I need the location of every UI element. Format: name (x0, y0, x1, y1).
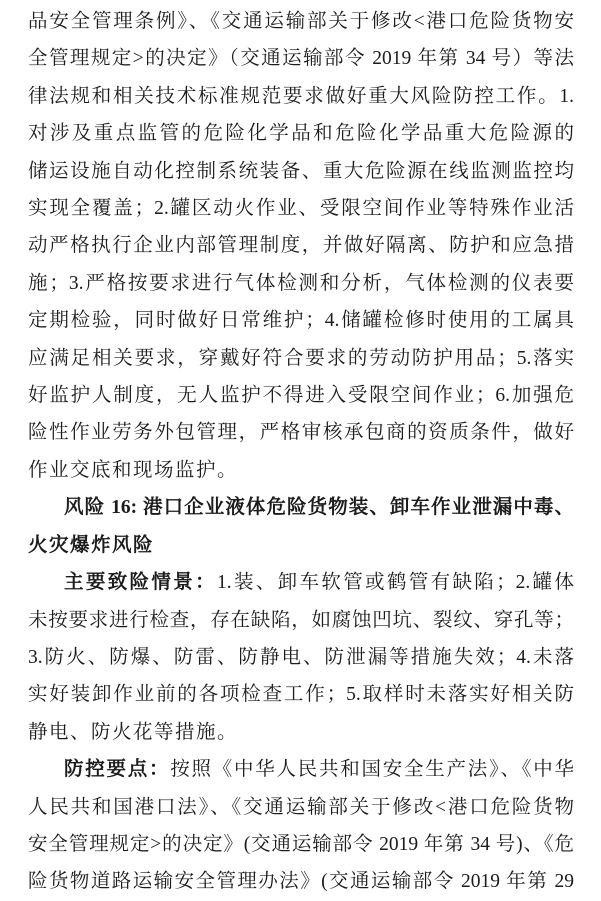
prevention-label: 防控要点： (64, 759, 171, 781)
body-line: 安全管理规定>的决定》(交通运输部令 2019 年第 34 号)、《危 (28, 833, 574, 855)
body-line: 对涉及重点监管的危险化学品和危险化学品重大危险源的 (28, 123, 574, 145)
risk-16-heading-line: 火灾爆炸风险 (28, 534, 155, 556)
paragraph-end-line: 作业交底和现场监护。 (28, 459, 239, 481)
risk-16-heading-line: 风险 16: 港口企业液体危险货物装、卸车作业泄漏中毒、 (64, 497, 574, 519)
body-line: 全管理规定>的决定》（交通运输部令 2019 年第 34 号）等法 (28, 48, 574, 70)
body-line: 动严格执行企业内部管理制度，并做好隔离、防护和应急措 (28, 235, 574, 257)
body-line: 品安全管理条例》、《交通运输部关于修改<港口危险货物安 (28, 11, 574, 32)
body-line: 律法规和相关技术标准规范要求做好重大风险防控工作。1. (28, 85, 574, 107)
scenario-paragraph-first-line (28, 564, 574, 601)
body-line: 未按要求进行检查，存在缺陷，如腐蚀凹坑、裂纹、穿孔等； (28, 609, 574, 631)
body-line: 施；3.严格按要求进行气体检测和分析，气体检测的仪表要 (28, 272, 574, 294)
body-line: 储运设施自动化控制系统装备、重大危险源在线监测监控均 (28, 160, 574, 182)
body-line: 人民共和国港口法》、《交通运输部关于修改<港口危险货物 (28, 796, 574, 818)
text-block (28, 3, 574, 901)
body-line: 险性作业劳务外包管理，严格审核承包商的资质条件，做好 (28, 422, 574, 444)
prevention-text: 按照《中华人民共和国安全生产法》、《中华 (170, 759, 574, 781)
body-line: 实好装卸作业前的各项检查工作；5.取样时未落实好相关防 (28, 684, 574, 706)
paragraph-end-line: 静电、防火花等措施。 (28, 721, 239, 743)
prevention-paragraph-first-line (28, 751, 574, 788)
scenario-text: 1.装、卸车软管或鹤管有缺陷；2.罐体 (216, 572, 574, 594)
body-line: 应满足相关要求，穿戴好符合要求的劳动防护用品；5.落实 (28, 347, 574, 369)
body-line: 实现全覆盖；2.罐区动火作业、受限空间作业等特殊作业活 (28, 198, 574, 220)
body-line: 好监护人制度，无人监护不得进入受限空间作业；6.加强危 (28, 385, 574, 407)
body-line: 3.防火、防爆、防雷、防静电、防泄漏等措施失效；4.未落 (28, 646, 574, 668)
scenario-label: 主要致险情景： (64, 572, 217, 594)
body-line: 定期检验，同时做好日常维护；4.储罐检修时使用的工属具 (28, 310, 574, 332)
body-line: 险货物道路运输安全管理办法》(交通运输部令 2019 年第 29 (28, 871, 574, 893)
